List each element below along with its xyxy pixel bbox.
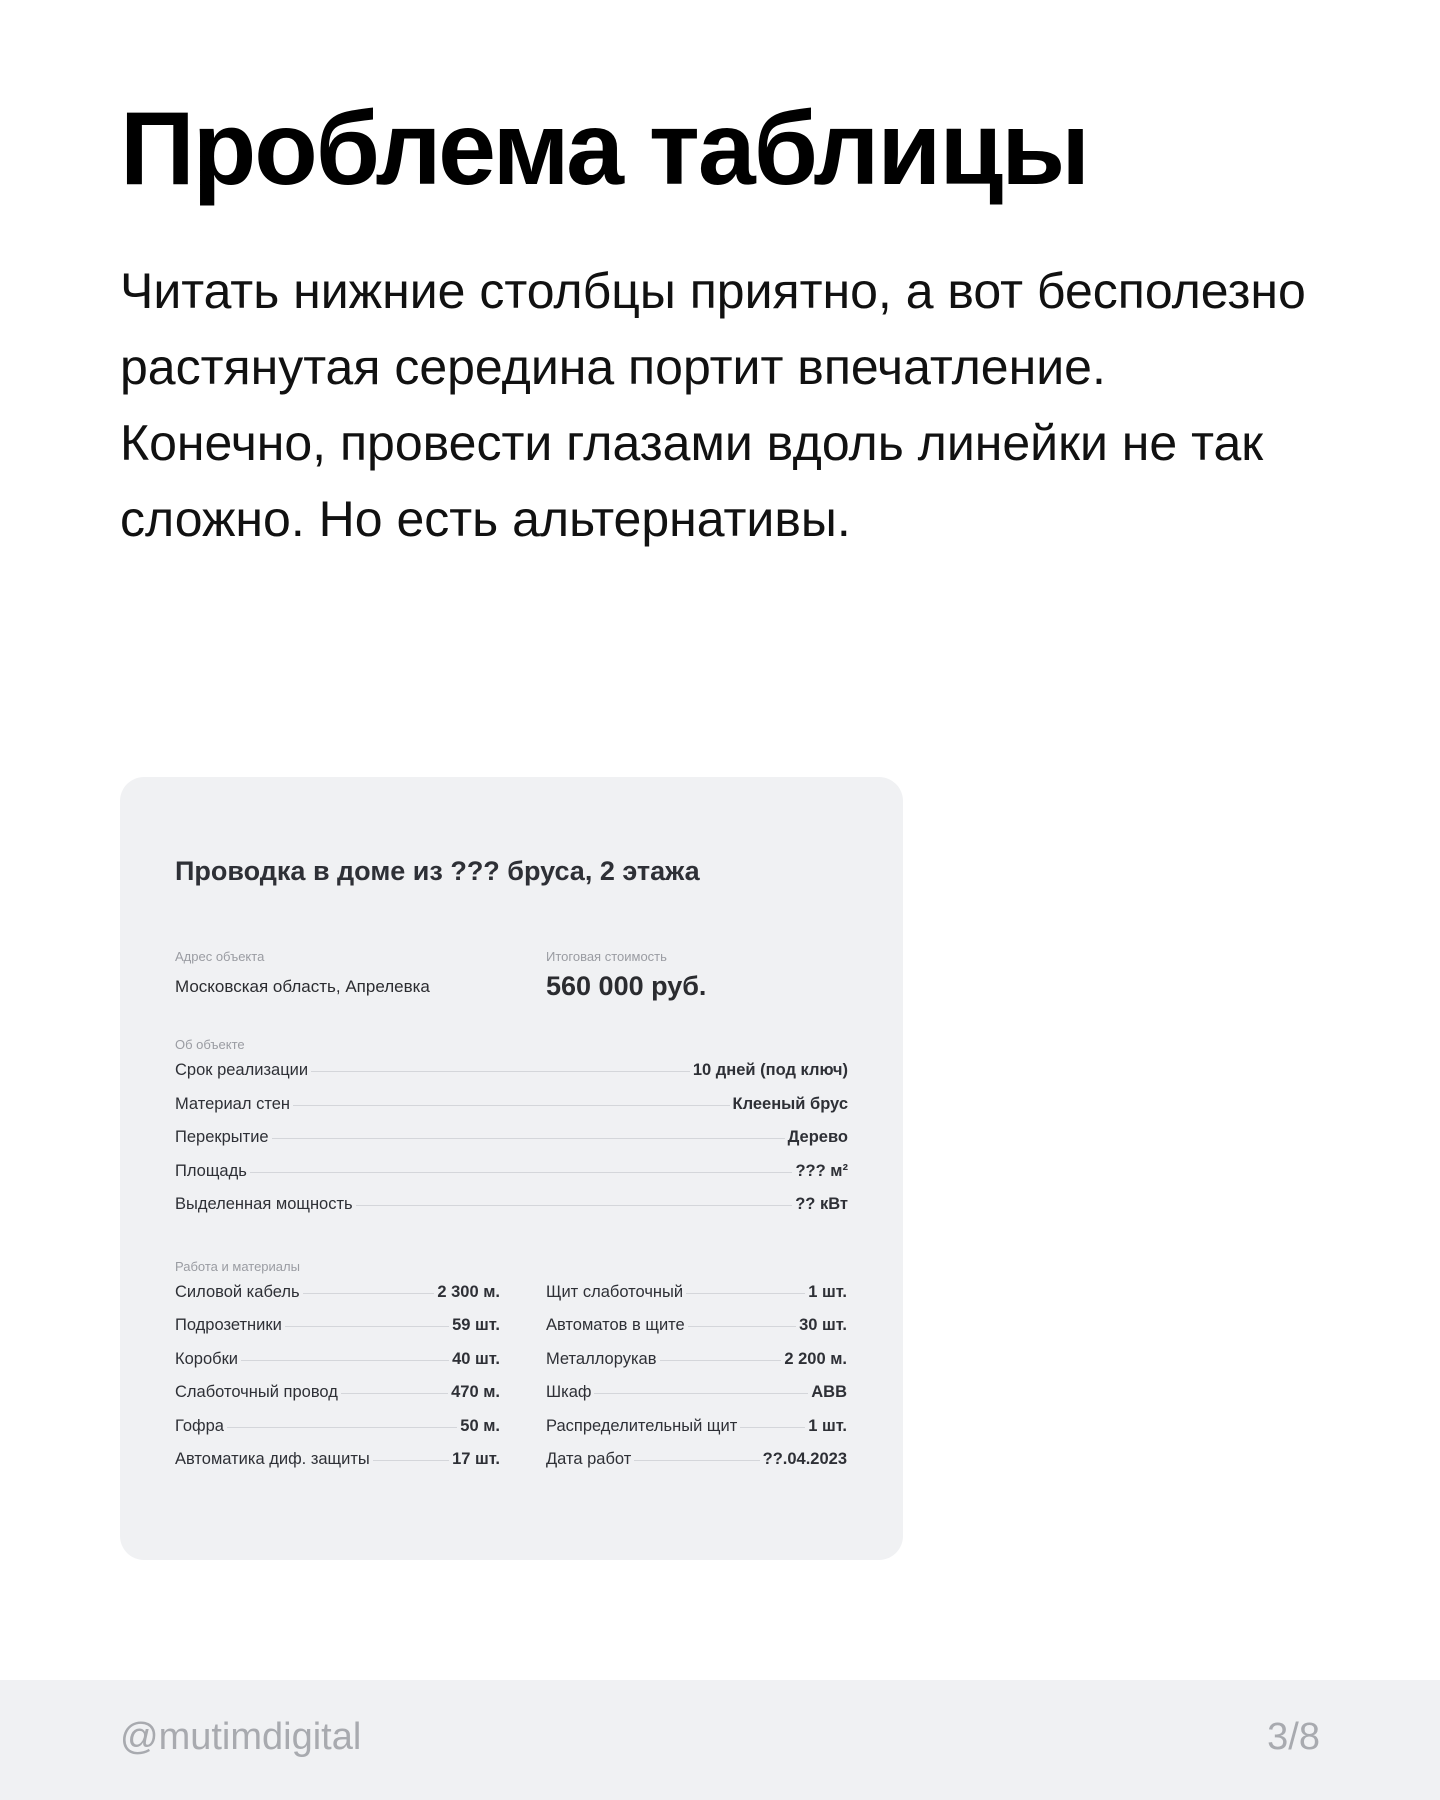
about-row <box>175 1162 848 1196</box>
slide-footer <box>0 1680 1440 1800</box>
works-row-value: 1 шт. <box>808 1416 847 1435</box>
works-row <box>175 1283 500 1317</box>
works-row <box>546 1450 847 1484</box>
about-row-key: Срок реализации <box>175 1061 309 1080</box>
leader-line <box>227 1427 457 1428</box>
works-column-right <box>546 1283 847 1484</box>
leader-line <box>241 1360 449 1361</box>
works-row <box>175 1417 500 1451</box>
address-value: Московская область, Апрелевка <box>175 977 430 997</box>
slide-pager: 3/8 <box>1267 1716 1320 1758</box>
leader-line <box>356 1205 793 1206</box>
about-row-key: Площадь <box>175 1161 247 1180</box>
works-row <box>546 1417 847 1451</box>
leader-line <box>373 1460 449 1461</box>
slide-lead-text: Читать нижние столбцы приятно, а вот бесполезно растянутая середина портит впечатление. Конечно, провести глазами вдоль линейки не так сложно. Но есть альтернативы. <box>120 263 1306 547</box>
works-row-key: Автоматика диф. защиты <box>175 1450 370 1469</box>
works-row-key: Силовой кабель <box>175 1282 300 1301</box>
works-row-key: Шкаф <box>546 1383 592 1402</box>
works-row <box>546 1283 847 1317</box>
leader-line <box>688 1326 796 1327</box>
address-label: Адрес объекта <box>175 949 265 965</box>
works-row <box>546 1383 847 1417</box>
about-row <box>175 1128 848 1162</box>
about-row-key: Перекрытие <box>175 1128 269 1147</box>
card-title: Проводка в доме из ??? бруса, 2 этажа <box>175 856 700 886</box>
about-row-value: ?? кВт <box>795 1195 848 1214</box>
leader-line <box>740 1427 805 1428</box>
leader-line <box>594 1393 808 1394</box>
works-row-key: Распределительный щит <box>546 1416 738 1435</box>
works-row <box>175 1316 500 1350</box>
works-row <box>175 1450 500 1484</box>
works-row-key: Металлорукав <box>546 1349 657 1368</box>
works-row <box>175 1383 500 1417</box>
works-row <box>546 1316 847 1350</box>
works-row-value: 1 шт. <box>808 1282 847 1301</box>
leader-line <box>686 1293 805 1294</box>
total-block <box>546 949 706 1002</box>
works-row-value: 2 300 м. <box>437 1282 500 1301</box>
works-row-key: Автоматов в щите <box>546 1316 685 1335</box>
leader-line <box>285 1326 449 1327</box>
works-row-value: ABB <box>811 1383 847 1402</box>
works-row <box>175 1350 500 1384</box>
about-row-key: Выделенная мощность <box>175 1195 353 1214</box>
leader-line <box>634 1460 759 1461</box>
works-column-left <box>175 1283 500 1484</box>
about-row-value: Дерево <box>787 1128 848 1147</box>
about-row-key: Материал стен <box>175 1094 290 1113</box>
estimate-card <box>120 777 903 1560</box>
works-row-value: 470 м. <box>451 1383 500 1402</box>
leader-line <box>250 1172 793 1173</box>
slide-title: Проблема таблицы <box>120 91 1089 207</box>
about-row <box>175 1061 848 1095</box>
address-block <box>175 949 430 997</box>
works-row-key: Подрозетники <box>175 1316 282 1335</box>
about-row-value: ??? м² <box>795 1161 848 1180</box>
works-row-value: 59 шт. <box>452 1316 500 1335</box>
author-handle: @mutimdigital <box>120 1716 362 1758</box>
leader-line <box>660 1360 782 1361</box>
works-row-value: 40 шт. <box>452 1349 500 1368</box>
works-row-key: Слаботочный провод <box>175 1383 338 1402</box>
about-section-label: Об объекте <box>175 1037 245 1053</box>
about-row <box>175 1195 848 1229</box>
about-row <box>175 1095 848 1129</box>
works-row-key: Гофра <box>175 1416 224 1435</box>
leader-line <box>303 1293 435 1294</box>
works-section-label: Работа и материалы <box>175 1258 300 1274</box>
about-rows <box>175 1061 848 1229</box>
about-row-value: 10 дней (под ключ) <box>692 1061 848 1080</box>
works-row-value: ??.04.2023 <box>762 1450 847 1469</box>
works-row-key: Коробки <box>175 1349 239 1368</box>
leader-line <box>293 1105 730 1106</box>
works-row-value: 2 200 м. <box>784 1349 847 1368</box>
leader-line <box>341 1393 448 1394</box>
works-row <box>546 1350 847 1384</box>
total-value: 560 000 руб. <box>546 971 707 1002</box>
about-row-value: Клееный брус <box>732 1094 848 1113</box>
card-summary <box>175 949 848 1019</box>
leader-line <box>272 1138 785 1139</box>
leader-line <box>311 1071 690 1072</box>
works-row-value: 30 шт. <box>799 1316 847 1335</box>
works-row-value: 50 м. <box>460 1416 500 1435</box>
works-row-key: Щит слаботочный <box>546 1282 684 1301</box>
works-row-key: Дата работ <box>546 1450 632 1469</box>
total-label: Итоговая стоимость <box>546 949 667 965</box>
works-row-value: 17 шт. <box>452 1450 500 1469</box>
